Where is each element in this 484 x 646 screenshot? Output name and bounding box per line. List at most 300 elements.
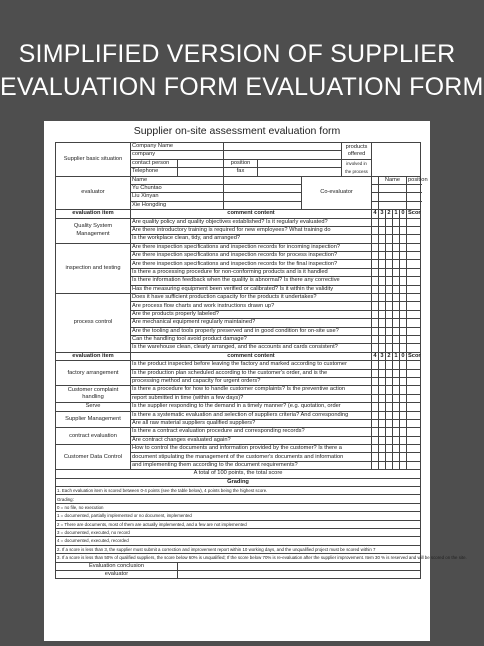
score-cell[interactable] — [372, 252, 379, 260]
score-cell[interactable] — [400, 319, 407, 327]
table-row — [56, 537, 421, 545]
score-cell[interactable] — [372, 218, 379, 226]
score-cell[interactable] — [372, 235, 379, 243]
fax-field[interactable] — [258, 168, 342, 176]
score-cell[interactable] — [379, 411, 386, 419]
score-cell[interactable] — [372, 394, 379, 402]
evaluation-item-header: evaluation item — [56, 352, 131, 360]
telephone-label: Telephone — [131, 168, 178, 176]
comment-content: Is there a contract evaluation procedure and corresponding records? — [131, 428, 372, 436]
comment-content: Are process flow charts and work instructions drawn up? — [131, 302, 372, 310]
table-row — [56, 361, 421, 369]
comment-content: Is the product inspected before leaving the factory and marked according to customer — [131, 361, 372, 369]
score-cell[interactable] — [400, 344, 407, 352]
score-cell[interactable] — [407, 260, 421, 268]
score-cell[interactable] — [400, 327, 407, 335]
score-cell[interactable] — [407, 428, 421, 436]
comment-content: processing method and capacity for urgent orders? — [131, 377, 372, 385]
score-cell[interactable] — [393, 310, 400, 318]
score-cell[interactable] — [379, 335, 386, 343]
score-cell[interactable] — [379, 252, 386, 260]
score-cell[interactable] — [393, 302, 400, 310]
table-row — [56, 554, 421, 562]
score-cell[interactable] — [386, 411, 393, 419]
score-cell[interactable] — [372, 403, 379, 411]
company-name-label: Company Name — [131, 143, 224, 151]
score-cell[interactable] — [400, 361, 407, 369]
table-row — [56, 545, 421, 553]
score-cell[interactable] — [393, 428, 400, 436]
score-cell[interactable] — [393, 436, 400, 444]
score-cell[interactable] — [386, 445, 393, 453]
score-cell[interactable] — [393, 327, 400, 335]
score-cell[interactable] — [379, 310, 386, 318]
score-header: Scor — [408, 352, 421, 359]
form-paper — [44, 121, 467, 641]
score-level-header: 2 — [387, 352, 391, 359]
score-cell[interactable] — [393, 461, 400, 469]
score-cell[interactable] — [379, 327, 386, 335]
score-cell[interactable] — [407, 419, 421, 427]
score-cell[interactable] — [372, 285, 379, 293]
score-cell[interactable] — [407, 302, 421, 310]
score-cell[interactable] — [407, 369, 421, 377]
form-title: Supplier on-site assessment evaluation form — [133, 125, 341, 137]
score-cell[interactable] — [372, 461, 379, 469]
score-cell[interactable] — [400, 419, 407, 427]
score-cell[interactable] — [400, 428, 407, 436]
company-label: company — [131, 151, 224, 159]
score-cell[interactable] — [407, 411, 421, 419]
score-cell[interactable] — [386, 226, 393, 234]
score-cell[interactable] — [400, 436, 407, 444]
score-cell[interactable] — [379, 235, 386, 243]
co-evaluator-label: Co-evaluator — [302, 176, 372, 210]
score-cell[interactable] — [400, 453, 407, 461]
score-cell[interactable] — [407, 335, 421, 343]
table-row — [56, 403, 421, 411]
evaluator-blank — [224, 176, 302, 184]
score-cell[interactable] — [393, 344, 400, 352]
score-cell[interactable] — [379, 243, 386, 251]
score-cell[interactable] — [407, 235, 421, 243]
score-cell[interactable] — [372, 327, 379, 335]
score-cell[interactable] — [400, 285, 407, 293]
score-cell[interactable] — [379, 277, 386, 285]
score-cell[interactable] — [393, 369, 400, 377]
table-row — [56, 210, 421, 218]
evaluation-item-label: Supplier Management — [56, 411, 131, 428]
score-cell[interactable] — [379, 361, 386, 369]
co-evaluator-position-field[interactable] — [407, 184, 421, 192]
score-cell[interactable] — [400, 268, 407, 276]
score-cell[interactable] — [393, 243, 400, 251]
contact-person-field[interactable] — [178, 159, 224, 167]
score-cell[interactable] — [400, 218, 407, 226]
score-level-header: 1 — [394, 210, 398, 217]
score-cell[interactable] — [393, 319, 400, 327]
basic-situation-label: Supplier basic situation — [56, 143, 131, 177]
table-row — [56, 352, 421, 360]
comment-content: Are mechanical equipment regularly maintained? — [131, 319, 372, 327]
score-cell[interactable] — [372, 319, 379, 327]
score-cell[interactable] — [393, 445, 400, 453]
grading-line: 4 = documented, executed, recorded — [56, 537, 421, 545]
header-line-1: SIMPLIFIED VERSION OF SUPPLIER — [18, 40, 456, 68]
score-cell[interactable] — [386, 461, 393, 469]
score-cell[interactable] — [407, 445, 421, 453]
score-cell[interactable] — [379, 394, 386, 402]
comment-content-header: comment content — [131, 352, 372, 360]
table-row — [56, 528, 421, 536]
score-cell[interactable] — [407, 243, 421, 251]
co-evaluator-blank — [372, 184, 379, 192]
score-cell[interactable] — [393, 403, 400, 411]
score-cell[interactable] — [386, 302, 393, 310]
grading-line: 0 = no file, no execution — [56, 503, 421, 511]
score-cell[interactable] — [400, 277, 407, 285]
evaluation-item-label: Quality System Management — [56, 218, 131, 243]
table-row — [56, 570, 421, 578]
score-cell[interactable] — [372, 344, 379, 352]
score-cell[interactable] — [386, 285, 393, 293]
comment-content: report submitted in time (within a few days)? — [131, 394, 372, 402]
total-score-row: A total of 100 points, the total score — [56, 470, 421, 478]
score-cell[interactable] — [393, 294, 400, 302]
score-cell[interactable] — [379, 369, 386, 377]
score-cell[interactable] — [393, 252, 400, 260]
score-cell[interactable] — [386, 361, 393, 369]
score-cell[interactable] — [386, 260, 393, 268]
table-row — [56, 445, 421, 453]
score-cell[interactable] — [379, 461, 386, 469]
score-cell[interactable] — [400, 386, 407, 394]
score-cell[interactable] — [393, 411, 400, 419]
score-cell[interactable] — [379, 445, 386, 453]
score-cell[interactable] — [386, 335, 393, 343]
score-cell[interactable] — [379, 386, 386, 394]
comment-content: Has the measuring equipment been verified or calibrated? Is it within the validity — [131, 285, 372, 293]
score-cell[interactable] — [400, 302, 407, 310]
header-line-2: EVALUATION FORM EVALUATION FORM — [0, 73, 484, 101]
grading-line: 2. If a score is less than 3, the supplier must submit a correction and improvement report within 10 working days, and the unqualified project must be scored within 7 — [56, 545, 421, 553]
score-cell[interactable] — [386, 428, 393, 436]
evaluation-item-label: process control — [56, 294, 131, 353]
comment-content-header: comment content — [131, 210, 372, 218]
score-cell[interactable] — [407, 394, 421, 402]
score-cell[interactable] — [400, 445, 407, 453]
products-offered-label: products offered — [342, 143, 372, 160]
score-cell[interactable] — [372, 369, 379, 377]
score-cell[interactable] — [386, 277, 393, 285]
score-cell[interactable] — [372, 335, 379, 343]
score-cell[interactable] — [407, 310, 421, 318]
comment-content: Are the products properly labeled? — [131, 310, 372, 318]
products-field[interactable] — [372, 143, 421, 177]
score-cell[interactable] — [372, 243, 379, 251]
score-cell[interactable] — [372, 226, 379, 234]
telephone-field[interactable] — [178, 168, 224, 176]
score-cell[interactable] — [372, 302, 379, 310]
table-row — [56, 562, 421, 570]
score-cell[interactable] — [372, 386, 379, 394]
score-cell[interactable] — [386, 268, 393, 276]
score-cell[interactable] — [372, 445, 379, 453]
evaluator-position-field[interactable] — [224, 201, 302, 209]
fax-label: fax — [224, 168, 258, 176]
co-evaluator-name-field[interactable] — [379, 193, 407, 201]
score-cell[interactable] — [386, 319, 393, 327]
comment-content: Are quality policy and quality objectives established? Is it regularly evaluated? — [131, 218, 372, 226]
table-body — [56, 143, 467, 579]
score-cell[interactable] — [407, 461, 421, 469]
score-cell[interactable] — [393, 453, 400, 461]
score-cell[interactable] — [372, 377, 379, 385]
comment-content: Are all raw material suppliers qualified suppliers? — [131, 419, 372, 427]
score-cell[interactable] — [400, 394, 407, 402]
score-cell[interactable] — [393, 361, 400, 369]
score-cell[interactable] — [407, 377, 421, 385]
comment-content: Is the supplier responding to the demand in a timely manner? (e.g. quotation, order — [131, 403, 372, 411]
comment-content: Can the handling tool avoid product damage? — [131, 335, 372, 343]
co-evaluator-position-field[interactable] — [407, 201, 421, 209]
score-cell[interactable] — [400, 294, 407, 302]
score-cell[interactable] — [379, 302, 386, 310]
co-evaluator-blank — [372, 193, 379, 201]
score-cell[interactable] — [407, 319, 421, 327]
comment-content: Are there inspection specifications and inspection records for the final inspection? — [131, 260, 372, 268]
contact-person-label: contact person — [131, 159, 178, 167]
score-cell[interactable] — [379, 226, 386, 234]
grading-line: 1 = documented, partially implemented or no document, implemented — [56, 512, 421, 520]
score-cell[interactable] — [393, 285, 400, 293]
table-row — [56, 478, 421, 486]
involved-label: involved in the process — [342, 159, 372, 176]
score-cell[interactable] — [407, 344, 421, 352]
comment-content: Are there introductory training is required for new employees? What training do — [131, 226, 372, 234]
score-level-header: 0 — [401, 352, 405, 359]
score-cell[interactable] — [372, 294, 379, 302]
score-cell[interactable] — [372, 277, 379, 285]
table-row — [56, 470, 421, 478]
table-row — [56, 411, 421, 419]
score-cell[interactable] — [400, 335, 407, 343]
score-cell[interactable] — [379, 344, 386, 352]
score-cell[interactable] — [386, 344, 393, 352]
table-row — [56, 386, 421, 394]
score-cell[interactable] — [407, 386, 421, 394]
score-cell[interactable] — [400, 226, 407, 234]
score-cell[interactable] — [393, 419, 400, 427]
score-cell[interactable] — [407, 218, 421, 226]
score-cell[interactable] — [386, 243, 393, 251]
score-cell[interactable] — [393, 335, 400, 343]
evaluation-table — [55, 142, 467, 579]
evaluation-conclusion-label: Evaluation conclusion — [56, 562, 178, 570]
score-cell[interactable] — [400, 252, 407, 260]
company-field[interactable] — [224, 151, 342, 159]
score-cell[interactable] — [393, 235, 400, 243]
evaluator-position-field[interactable] — [224, 193, 302, 201]
grading-line: Grading: — [56, 495, 421, 503]
score-cell[interactable] — [393, 226, 400, 234]
co-evaluator-blank — [372, 201, 379, 209]
co-evaluator-position-field[interactable] — [407, 193, 421, 201]
score-cell[interactable] — [372, 260, 379, 268]
conclusion-field[interactable] — [178, 562, 421, 570]
table-row — [56, 176, 421, 184]
comment-content: Is there a systematic evaluation and selection of suppliers criteria? And corresponding — [131, 411, 372, 419]
comment-content: How to control the documents and information provided by the customer? Is there a — [131, 445, 372, 453]
score-cell[interactable] — [379, 294, 386, 302]
score-cell[interactable] — [379, 319, 386, 327]
score-cell[interactable] — [379, 436, 386, 444]
grading-line: 2 = There are documents, most of them are actually implemented, and a few are not implemented — [56, 520, 421, 528]
table-row — [56, 143, 421, 151]
comment-content: Is there a processing procedure for non-conforming products and is it handled — [131, 268, 372, 276]
co-evaluator-name-field[interactable] — [379, 201, 407, 209]
score-cell[interactable] — [386, 419, 393, 427]
evaluation-item-label: contract evaluation — [56, 428, 131, 445]
score-cell[interactable] — [400, 243, 407, 251]
evaluation-item-label: Serve — [56, 403, 131, 411]
table-row — [56, 243, 421, 251]
score-cell[interactable] — [372, 453, 379, 461]
comment-content: Are there inspection specifications and inspection records for incoming inspection? — [131, 243, 372, 251]
comment-content: and implementing them according to the document requirements? — [131, 461, 372, 469]
table-row — [56, 487, 421, 495]
score-level-header: 0 — [401, 210, 405, 217]
score-level-header: 1 — [394, 352, 398, 359]
co-evaluator-name-field[interactable] — [379, 184, 407, 192]
comment-content: Does it have sufficient production capacity for the products it undertakes? — [131, 294, 372, 302]
table-row — [56, 520, 421, 528]
score-cell[interactable] — [407, 294, 421, 302]
co-evaluator-position-header: position — [408, 176, 428, 183]
score-cell[interactable] — [400, 377, 407, 385]
score-cell[interactable] — [400, 310, 407, 318]
score-cell[interactable] — [386, 327, 393, 335]
evaluation-item-label: Customer Data Control — [56, 445, 131, 470]
score-cell[interactable] — [400, 461, 407, 469]
score-cell[interactable] — [407, 226, 421, 234]
score-cell[interactable] — [393, 268, 400, 276]
score-cell[interactable] — [372, 411, 379, 419]
score-cell[interactable] — [393, 394, 400, 402]
score-cell[interactable] — [379, 268, 386, 276]
score-cell[interactable] — [379, 428, 386, 436]
comment-content: Is there a procedure for how to handle customer complaints? Is the preventive action — [131, 386, 372, 394]
evaluator-name-header: Name — [131, 176, 224, 184]
score-cell[interactable] — [407, 361, 421, 369]
score-cell[interactable] — [372, 436, 379, 444]
score-cell[interactable] — [393, 277, 400, 285]
evaluation-item-label: Customer complaint handling — [56, 386, 131, 403]
score-cell[interactable] — [407, 403, 421, 411]
score-cell[interactable] — [372, 361, 379, 369]
score-cell[interactable] — [400, 260, 407, 268]
score-cell[interactable] — [379, 419, 386, 427]
score-cell[interactable] — [386, 235, 393, 243]
score-cell[interactable] — [400, 403, 407, 411]
comment-content: Are contract changes evaluated again? — [131, 436, 372, 444]
table-row — [56, 503, 421, 511]
score-cell[interactable] — [393, 386, 400, 394]
score-cell[interactable] — [386, 252, 393, 260]
co-evaluator-blank — [372, 176, 379, 184]
score-cell[interactable] — [386, 453, 393, 461]
position-label: position — [224, 159, 258, 167]
co-evaluator-name-header: Name — [379, 176, 407, 184]
comment-content: Is the production plan scheduled according to the customer's order, and is the — [131, 369, 372, 377]
score-level-header: 3 — [380, 210, 384, 217]
evaluation-item-label: factory arrangement — [56, 361, 131, 386]
score-cell[interactable] — [400, 235, 407, 243]
score-cell[interactable] — [379, 218, 386, 226]
company-name-field[interactable] — [224, 143, 342, 151]
score-cell[interactable] — [379, 260, 386, 268]
score-cell[interactable] — [379, 377, 386, 385]
score-level-header: 2 — [387, 210, 391, 217]
evaluation-item-label: inspection and testing — [56, 243, 131, 293]
evaluator-sign-label: evaluator — [56, 570, 178, 578]
score-cell[interactable] — [386, 218, 393, 226]
score-cell[interactable] — [407, 436, 421, 444]
score-cell[interactable] — [393, 377, 400, 385]
score-cell[interactable] — [372, 428, 379, 436]
score-cell[interactable] — [386, 386, 393, 394]
grading-line: 3. If a score is less than 50% of qualified suppliers, the score below 60% is unqualified; If the score below 70% is re-evaluation after the supplier improvement. Item 30 % is reserved and will be scored on the site. — [57, 555, 467, 561]
score-cell[interactable] — [372, 268, 379, 276]
comment-content: Are the tooling and tools properly preserved and in good condition for on-site use? — [131, 327, 372, 335]
score-header: Scor — [408, 210, 421, 217]
score-cell[interactable] — [386, 394, 393, 402]
score-cell[interactable] — [407, 285, 421, 293]
score-cell[interactable] — [379, 285, 386, 293]
score-cell[interactable] — [407, 327, 421, 335]
score-cell[interactable] — [379, 403, 386, 411]
evaluator-label: evaluator — [56, 176, 131, 210]
grading-line: 3 = documented, executed, no record — [56, 528, 421, 536]
score-cell[interactable] — [400, 411, 407, 419]
grading-line: 1. Each evaluation item is scored between 0-4 points (see the table below), 4 points being the highest score. — [56, 487, 421, 495]
table-row — [56, 428, 421, 436]
score-cell[interactable] — [407, 277, 421, 285]
score-cell[interactable] — [407, 268, 421, 276]
page-header — [0, 38, 484, 104]
score-cell[interactable] — [393, 260, 400, 268]
evaluator-position-field[interactable] — [224, 184, 302, 192]
evaluator-sign-field[interactable] — [178, 570, 421, 578]
score-cell[interactable] — [386, 294, 393, 302]
comment-content: Is the warehouse clean, clearly arranged, and the accounts and cards consistent? — [131, 344, 372, 352]
score-cell[interactable] — [386, 403, 393, 411]
score-cell[interactable] — [407, 453, 421, 461]
score-cell[interactable] — [386, 377, 393, 385]
score-cell[interactable] — [400, 369, 407, 377]
score-cell[interactable] — [386, 436, 393, 444]
position-field[interactable] — [258, 159, 342, 167]
score-cell[interactable] — [407, 252, 421, 260]
score-cell[interactable] — [372, 419, 379, 427]
score-cell[interactable] — [393, 218, 400, 226]
score-cell[interactable] — [372, 310, 379, 318]
score-cell[interactable] — [379, 453, 386, 461]
score-cell[interactable] — [386, 369, 393, 377]
score-cell[interactable] — [386, 310, 393, 318]
comment-content: Are there inspection specifications and inspection records for process inspection? — [131, 252, 372, 260]
comment-content: document stipulating the management of the customer's documents and information — [131, 453, 372, 461]
